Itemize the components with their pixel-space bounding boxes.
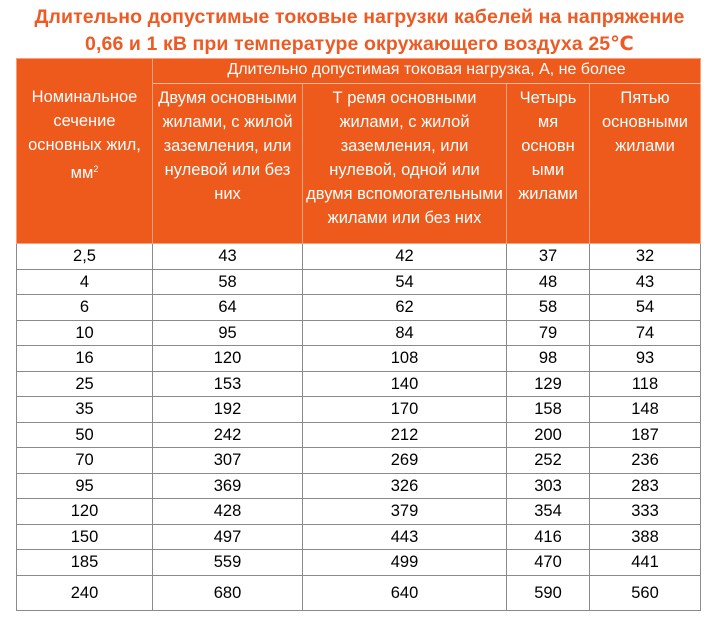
title-line-1: Длительно допустимые токовые нагрузки кабелей на напряжение (34, 6, 685, 28)
three-cores-cell: 84 (303, 320, 507, 346)
three-cores-cell: 170 (303, 397, 507, 423)
header-cross-section (17, 59, 153, 244)
two-cores-cell: 120 (153, 346, 303, 372)
cross-section-cell: 10 (17, 320, 153, 346)
header-three-cores: Т ремя основными жилами, с жилой заземления, или нулевой, одной или двумя вспомогательными жилами или без них (303, 84, 507, 244)
five-cores-cell: 236 (590, 448, 701, 474)
three-cores-cell: 108 (303, 346, 507, 372)
cross-section-cell: 185 (17, 550, 153, 576)
cross-section-cell: 6 (17, 295, 153, 321)
four-cores-cell: 590 (507, 575, 590, 610)
four-cores-cell: 416 (507, 524, 590, 550)
header-unit-superscript: 2 (93, 164, 99, 174)
three-cores-cell: 499 (303, 550, 507, 576)
five-cores-cell: 187 (590, 422, 701, 448)
table-row (17, 448, 701, 474)
table-row (17, 269, 701, 295)
cross-section-cell: 50 (17, 422, 153, 448)
five-cores-cell: 560 (590, 575, 701, 610)
table-row (17, 397, 701, 423)
four-cores-cell: 79 (507, 320, 590, 346)
cross-section-cell: 35 (17, 397, 153, 423)
three-cores-cell: 379 (303, 499, 507, 525)
table-row (17, 422, 701, 448)
two-cores-cell: 43 (153, 244, 303, 270)
five-cores-cell: 441 (590, 550, 701, 576)
cross-section-cell: 16 (17, 346, 153, 372)
two-cores-cell: 307 (153, 448, 303, 474)
five-cores-cell: 93 (590, 346, 701, 372)
five-cores-cell: 118 (590, 371, 701, 397)
two-cores-cell: 242 (153, 422, 303, 448)
cross-section-cell: 4 (17, 269, 153, 295)
five-cores-cell: 74 (590, 320, 701, 346)
four-cores-cell: 58 (507, 295, 590, 321)
header-two-cores: Двумя основными жилами, с жилой заземления, или нулевой или без них (153, 84, 303, 244)
cross-section-cell: 25 (17, 371, 153, 397)
table-row (17, 244, 701, 270)
four-cores-cell: 98 (507, 346, 590, 372)
header-four-cores: Четырь мя основн ыми жилами (507, 84, 590, 244)
two-cores-cell: 153 (153, 371, 303, 397)
two-cores-cell: 680 (153, 575, 303, 610)
current-load-table (16, 58, 701, 611)
table-row (17, 473, 701, 499)
five-cores-cell: 148 (590, 397, 701, 423)
four-cores-cell: 158 (507, 397, 590, 423)
cross-section-cell: 120 (17, 499, 153, 525)
table-row (17, 346, 701, 372)
two-cores-cell: 58 (153, 269, 303, 295)
four-cores-cell: 354 (507, 499, 590, 525)
cross-section-cell: 2,5 (17, 244, 153, 270)
table-row (17, 575, 701, 610)
cross-section-cell: 70 (17, 448, 153, 474)
three-cores-cell: 640 (303, 575, 507, 610)
two-cores-cell: 369 (153, 473, 303, 499)
three-cores-cell: 326 (303, 473, 507, 499)
four-cores-cell: 37 (507, 244, 590, 270)
five-cores-cell: 388 (590, 524, 701, 550)
five-cores-cell: 32 (590, 244, 701, 270)
cross-section-cell: 95 (17, 473, 153, 499)
two-cores-cell: 428 (153, 499, 303, 525)
header-group-load: Длительно допустимая токовая нагрузка, А, не более (153, 59, 701, 84)
header-cross-section-text: Номинальное сечение основных жил, мм (28, 88, 141, 182)
cross-section-cell: 150 (17, 524, 153, 550)
three-cores-cell: 443 (303, 524, 507, 550)
five-cores-cell: 333 (590, 499, 701, 525)
page-title (0, 0, 719, 54)
three-cores-cell: 269 (303, 448, 507, 474)
four-cores-cell: 470 (507, 550, 590, 576)
table-row (17, 371, 701, 397)
table-row (17, 295, 701, 321)
four-cores-cell: 48 (507, 269, 590, 295)
four-cores-cell: 200 (507, 422, 590, 448)
four-cores-cell: 129 (507, 371, 590, 397)
five-cores-cell: 54 (590, 295, 701, 321)
table-body (17, 244, 701, 611)
four-cores-cell: 252 (507, 448, 590, 474)
five-cores-cell: 43 (590, 269, 701, 295)
five-cores-cell: 283 (590, 473, 701, 499)
four-cores-cell: 303 (507, 473, 590, 499)
two-cores-cell: 95 (153, 320, 303, 346)
three-cores-cell: 62 (303, 295, 507, 321)
two-cores-cell: 559 (153, 550, 303, 576)
title-line-2: 0,66 и 1 кВ при температуре окружающего воздуха 25℃ (85, 33, 634, 55)
three-cores-cell: 54 (303, 269, 507, 295)
cross-section-cell: 240 (17, 575, 153, 610)
table-row (17, 524, 701, 550)
two-cores-cell: 64 (153, 295, 303, 321)
table-row (17, 550, 701, 576)
three-cores-cell: 42 (303, 244, 507, 270)
three-cores-cell: 212 (303, 422, 507, 448)
table-row (17, 499, 701, 525)
header-five-cores: Пятью основными жилами (590, 84, 701, 244)
two-cores-cell: 497 (153, 524, 303, 550)
table-row (17, 320, 701, 346)
two-cores-cell: 192 (153, 397, 303, 423)
three-cores-cell: 140 (303, 371, 507, 397)
